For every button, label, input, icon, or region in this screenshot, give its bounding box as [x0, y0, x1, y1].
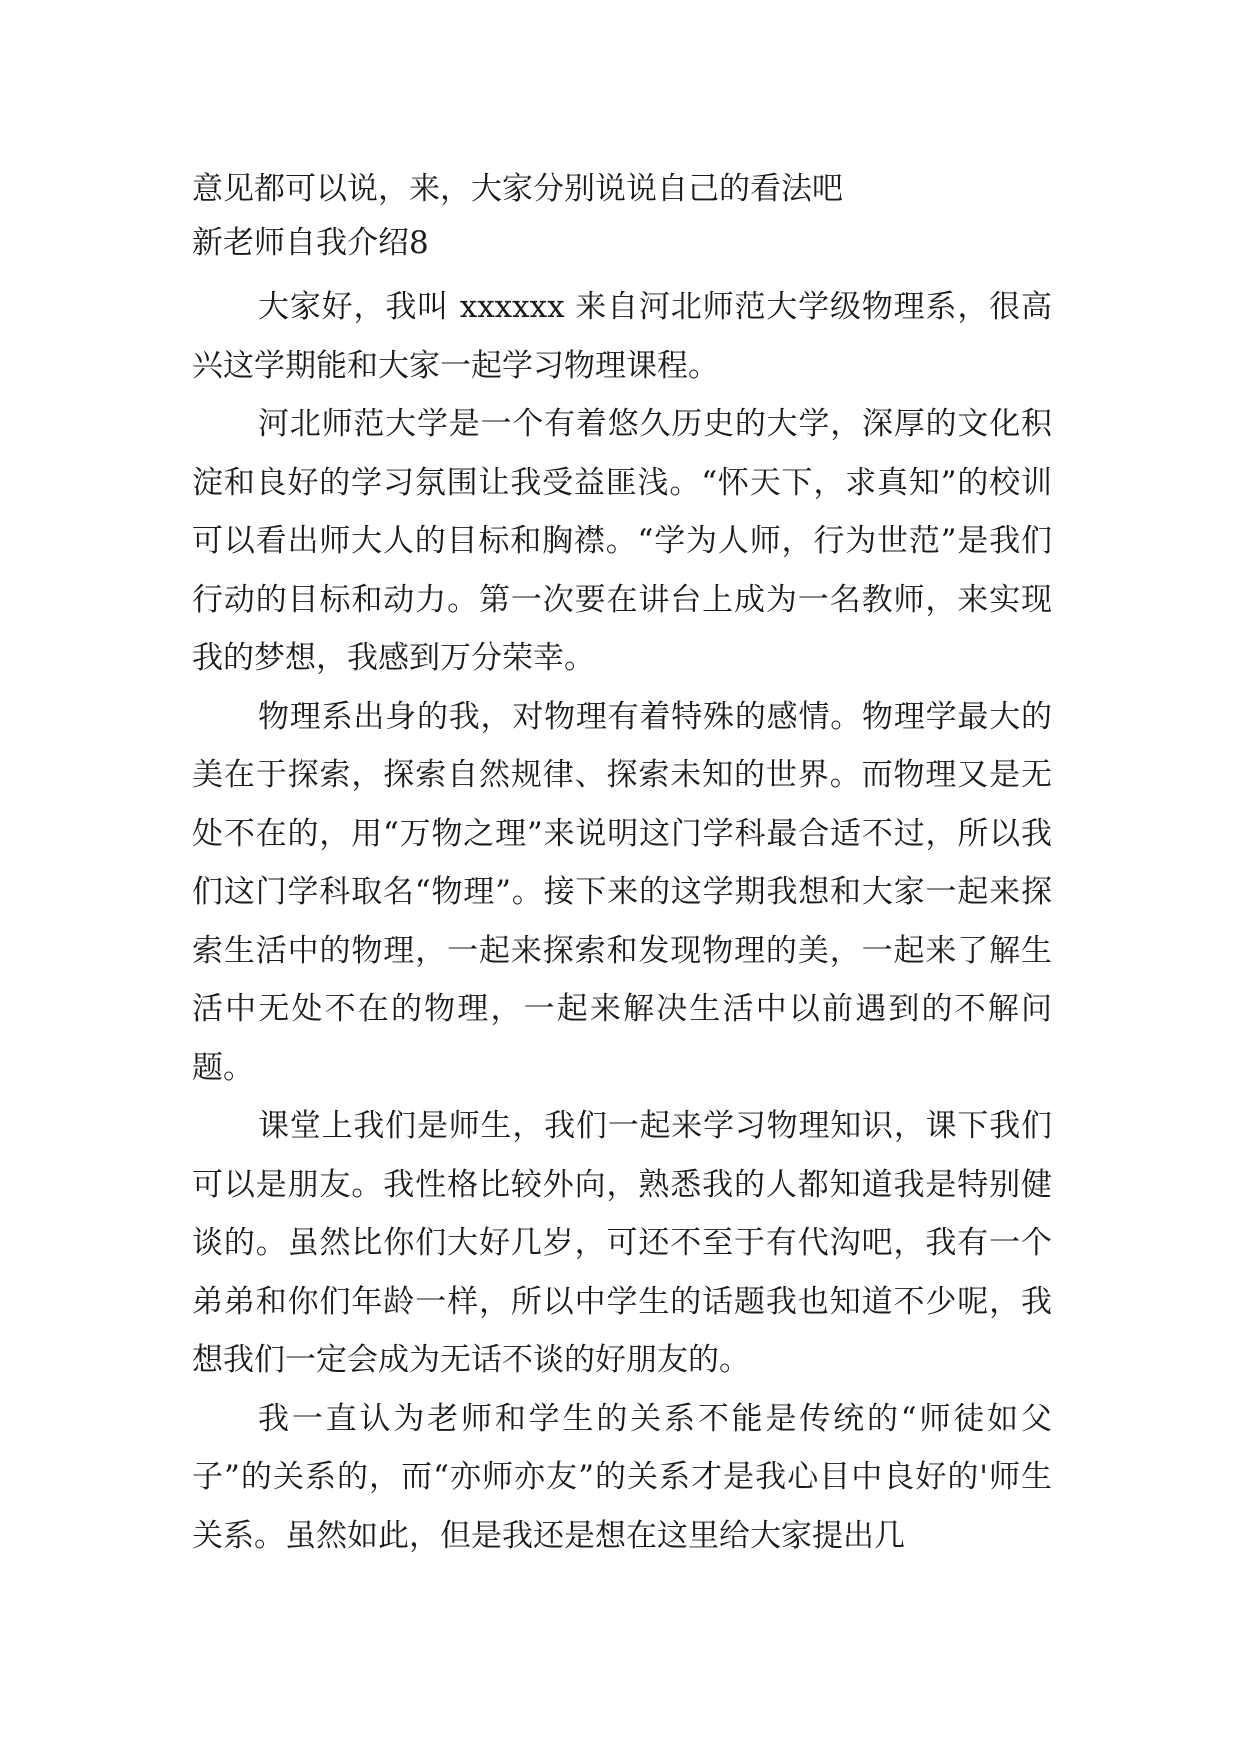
document-body	[192, 160, 1052, 1565]
paragraph-university: 河北师范大学是一个有着悠久历史的大学，深厚的文化积淀和良好的学习氛围让我受益匪浅。“怀天下，求真知”的校训可以看出师大人的目标和胸襟。“学为人师，行为世范”是我们行动的目标和动力。第一次要在讲台上成为一名教师，来实现我的梦想，我感到万分荣幸。	[192, 406, 1052, 676]
paragraph-intro: 大家好，我叫 xxxxxx 来自河北师范大学级物理系，很高兴这学期能和大家一起学习物理课程。	[192, 289, 1052, 384]
leading-text-line: 意见都可以说，来，大家分别说说自己的看法吧	[192, 171, 843, 207]
paragraph-relationship: 我一直认为老师和学生的关系不能是传统的“师徒如父子”的关系的，而“亦师亦友”的关系才是我心目中良好的'师生关系。虽然如此，但是我还是想在这里给大家提出几	[192, 1400, 1052, 1554]
section-title: 新老师自我介绍8	[192, 225, 429, 261]
paragraph-classroom: 课堂上我们是师生，我们一起来学习物理知识，课下我们可以是朋友。我性格比较外向，熟悉我的人都知道我是特别健谈的。虽然比你们大好几岁，可还不至于有代沟吧，我有一个弟弟和你们年龄一样，所以中学生的话题我也知道不少呢，我想我们一定会成为无话不谈的好朋友的。	[192, 1108, 1052, 1378]
paragraph-physics: 物理系出身的我，对物理有着特殊的感情。物理学最大的美在于探索，探索自然规律、探索未知的世界。而物理又是无处不在的，用“万物之理”来说明这门学科最合适不过，所以我们这门学科取名“物理”。接下来的这学期我想和大家一起来探索生活中的物理，一起来探索和发现物理的美，一起来了解生活中无处不在的物理，一起来解决生活中以前遇到的不解问题。	[192, 698, 1052, 1086]
